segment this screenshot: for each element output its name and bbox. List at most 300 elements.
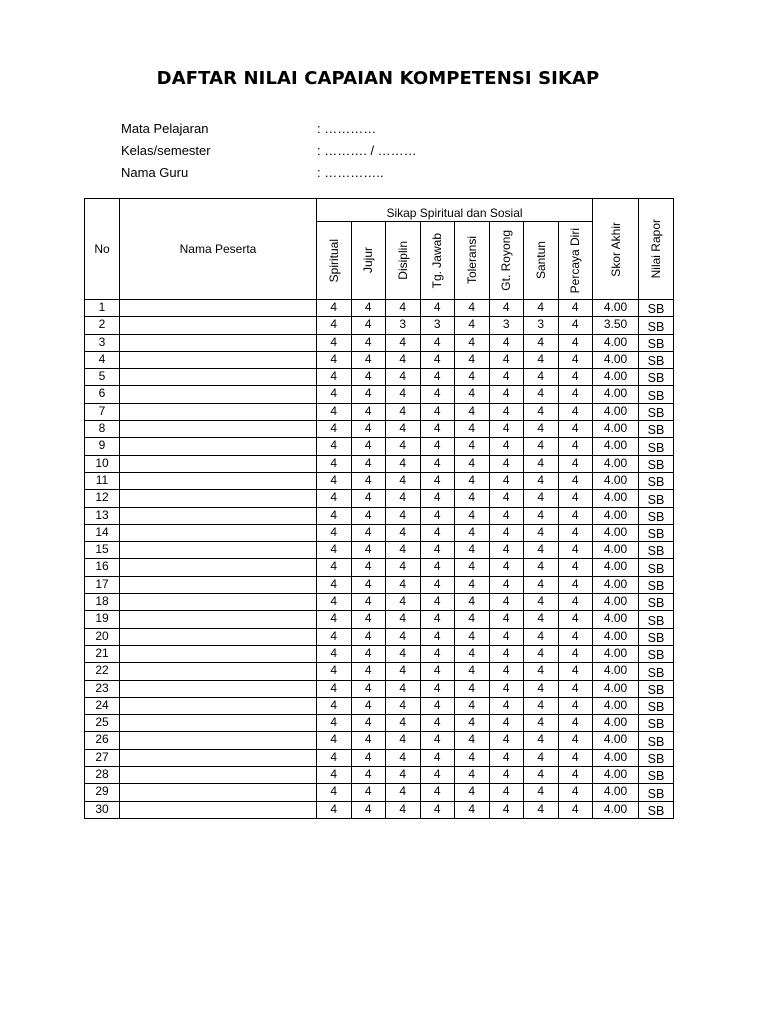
aspect-score: 4 <box>558 697 593 714</box>
aspect-score: 4 <box>351 542 386 559</box>
aspect-score: 4 <box>317 455 352 472</box>
final-score: 4.00 <box>593 559 639 576</box>
aspect-score: 4 <box>489 628 524 645</box>
aspect-score: 4 <box>489 784 524 801</box>
final-score: 4.00 <box>593 421 639 438</box>
student-name <box>120 576 317 593</box>
aspect-score: 4 <box>351 784 386 801</box>
student-name <box>120 559 317 576</box>
aspect-score: 4 <box>317 645 352 662</box>
table-row <box>85 715 674 732</box>
aspect-score: 4 <box>489 611 524 628</box>
header-aspect-label: Spiritual <box>326 238 341 283</box>
student-name <box>120 421 317 438</box>
rapor-grade: SB <box>639 317 674 334</box>
aspect-score: 4 <box>558 680 593 697</box>
row-number: 17 <box>85 576 120 593</box>
student-name <box>120 317 317 334</box>
rapor-grade: SB <box>639 472 674 489</box>
aspect-score: 4 <box>351 697 386 714</box>
student-name <box>120 628 317 645</box>
aspect-score: 4 <box>420 334 455 351</box>
aspect-score: 4 <box>558 715 593 732</box>
page-title: DAFTAR NILAI CAPAIAN KOMPETENSI SIKAP <box>156 68 600 89</box>
rapor-grade: SB <box>639 576 674 593</box>
student-name <box>120 455 317 472</box>
rapor-grade: SB <box>639 490 674 507</box>
aspect-score: 4 <box>558 334 593 351</box>
row-number: 6 <box>85 386 120 403</box>
aspect-score: 4 <box>317 559 352 576</box>
aspect-score: 4 <box>317 767 352 784</box>
row-number: 16 <box>85 559 120 576</box>
aspect-score: 4 <box>386 351 421 368</box>
aspect-score: 4 <box>420 472 455 489</box>
table-row <box>85 369 674 386</box>
aspect-score: 4 <box>317 438 352 455</box>
aspect-score: 3 <box>524 317 559 334</box>
table-row <box>85 507 674 524</box>
aspect-score: 4 <box>455 611 490 628</box>
info-label: Kelas/semester <box>121 143 211 158</box>
aspect-score: 4 <box>420 369 455 386</box>
table-row <box>85 559 674 576</box>
rapor-grade: SB <box>639 732 674 749</box>
aspect-score: 4 <box>524 784 559 801</box>
final-score: 4.00 <box>593 801 639 818</box>
rapor-grade: SB <box>639 559 674 576</box>
rapor-grade: SB <box>639 680 674 697</box>
aspect-score: 4 <box>455 542 490 559</box>
aspect-score: 4 <box>455 767 490 784</box>
aspect-score: 4 <box>420 507 455 524</box>
table-row <box>85 801 674 818</box>
aspect-score: 4 <box>524 403 559 420</box>
aspect-score: 4 <box>420 628 455 645</box>
aspect-score: 4 <box>420 767 455 784</box>
rapor-grade: SB <box>639 645 674 662</box>
final-score: 4.00 <box>593 542 639 559</box>
aspect-score: 4 <box>386 697 421 714</box>
aspect-score: 4 <box>351 611 386 628</box>
table-row <box>85 542 674 559</box>
aspect-score: 4 <box>351 334 386 351</box>
table-row <box>85 767 674 784</box>
aspect-score: 4 <box>455 490 490 507</box>
aspect-score: 4 <box>558 490 593 507</box>
aspect-score: 4 <box>351 663 386 680</box>
aspect-score: 4 <box>524 576 559 593</box>
table-row <box>85 317 674 334</box>
aspect-score: 4 <box>351 576 386 593</box>
student-name <box>120 507 317 524</box>
student-name <box>120 697 317 714</box>
aspect-score: 3 <box>386 317 421 334</box>
aspect-score: 4 <box>558 524 593 541</box>
aspect-score: 4 <box>351 524 386 541</box>
student-name <box>120 524 317 541</box>
aspect-score: 4 <box>455 334 490 351</box>
aspect-score: 4 <box>524 732 559 749</box>
header-aspect-label: Gt. Royong <box>499 230 514 291</box>
header-aspect <box>558 222 593 300</box>
aspect-score: 4 <box>489 594 524 611</box>
aspect-score: 4 <box>386 334 421 351</box>
aspect-score: 4 <box>386 715 421 732</box>
row-number: 26 <box>85 732 120 749</box>
aspect-score: 4 <box>489 507 524 524</box>
table-row <box>85 594 674 611</box>
table-row <box>85 386 674 403</box>
aspect-score: 4 <box>524 386 559 403</box>
aspect-score: 4 <box>351 767 386 784</box>
grades-table <box>84 198 674 819</box>
aspect-score: 4 <box>558 611 593 628</box>
aspect-score: 4 <box>317 576 352 593</box>
aspect-score: 4 <box>420 490 455 507</box>
student-name <box>120 334 317 351</box>
row-number: 19 <box>85 611 120 628</box>
final-score: 4.00 <box>593 784 639 801</box>
final-score: 4.00 <box>593 697 639 714</box>
aspect-score: 4 <box>420 645 455 662</box>
aspect-score: 4 <box>455 300 490 317</box>
header-skor-akhir <box>593 199 639 300</box>
aspect-score: 4 <box>489 369 524 386</box>
aspect-score: 4 <box>524 645 559 662</box>
aspect-score: 4 <box>420 386 455 403</box>
table-row <box>85 680 674 697</box>
header-aspect-label: Toleransi <box>464 236 479 285</box>
final-score: 4.00 <box>593 455 639 472</box>
final-score: 4.00 <box>593 767 639 784</box>
aspect-score: 4 <box>558 386 593 403</box>
aspect-score: 4 <box>455 403 490 420</box>
row-number: 2 <box>85 317 120 334</box>
aspect-score: 4 <box>524 767 559 784</box>
row-number: 5 <box>85 369 120 386</box>
aspect-score: 4 <box>420 559 455 576</box>
rapor-grade: SB <box>639 784 674 801</box>
student-name <box>120 542 317 559</box>
aspect-score: 4 <box>386 490 421 507</box>
row-number: 27 <box>85 749 120 766</box>
student-name <box>120 611 317 628</box>
aspect-score: 4 <box>420 697 455 714</box>
row-number: 3 <box>85 334 120 351</box>
final-score: 4.00 <box>593 645 639 662</box>
final-score: 4.00 <box>593 490 639 507</box>
aspect-score: 4 <box>489 403 524 420</box>
student-name <box>120 680 317 697</box>
aspect-score: 4 <box>455 507 490 524</box>
aspect-score: 4 <box>420 524 455 541</box>
aspect-score: 4 <box>558 403 593 420</box>
aspect-score: 4 <box>524 455 559 472</box>
row-number: 23 <box>85 680 120 697</box>
student-name <box>120 749 317 766</box>
student-name <box>120 801 317 818</box>
rapor-grade: SB <box>639 594 674 611</box>
table-row <box>85 300 674 317</box>
aspect-score: 4 <box>489 351 524 368</box>
aspect-score: 4 <box>524 715 559 732</box>
aspect-score: 4 <box>386 438 421 455</box>
rapor-grade: SB <box>639 524 674 541</box>
aspect-score: 4 <box>558 300 593 317</box>
row-number: 10 <box>85 455 120 472</box>
aspect-score: 3 <box>420 317 455 334</box>
aspect-score: 4 <box>351 715 386 732</box>
rapor-grade: SB <box>639 507 674 524</box>
aspect-score: 4 <box>558 801 593 818</box>
aspect-score: 4 <box>489 421 524 438</box>
table-row <box>85 455 674 472</box>
aspect-score: 4 <box>420 421 455 438</box>
aspect-score: 4 <box>489 715 524 732</box>
final-score: 4.00 <box>593 472 639 489</box>
aspect-score: 4 <box>317 663 352 680</box>
header-aspect <box>524 222 559 300</box>
aspect-score: 4 <box>386 524 421 541</box>
aspect-score: 4 <box>455 697 490 714</box>
aspect-score: 4 <box>455 317 490 334</box>
table-row <box>85 784 674 801</box>
aspect-score: 4 <box>558 645 593 662</box>
aspect-score: 4 <box>489 680 524 697</box>
final-score: 4.00 <box>593 663 639 680</box>
aspect-score: 4 <box>524 334 559 351</box>
aspect-score: 4 <box>524 300 559 317</box>
aspect-score: 4 <box>351 801 386 818</box>
aspect-score: 4 <box>351 628 386 645</box>
aspect-score: 4 <box>386 594 421 611</box>
aspect-score: 4 <box>489 663 524 680</box>
aspect-score: 4 <box>351 645 386 662</box>
rapor-grade: SB <box>639 628 674 645</box>
row-number: 29 <box>85 784 120 801</box>
aspect-score: 4 <box>489 300 524 317</box>
final-score: 4.00 <box>593 524 639 541</box>
aspect-score: 4 <box>351 317 386 334</box>
aspect-score: 4 <box>351 507 386 524</box>
table-row <box>85 628 674 645</box>
aspect-score: 4 <box>489 386 524 403</box>
aspect-score: 4 <box>524 507 559 524</box>
row-number: 20 <box>85 628 120 645</box>
final-score: 4.00 <box>593 576 639 593</box>
final-score: 4.00 <box>593 369 639 386</box>
row-number: 14 <box>85 524 120 541</box>
aspect-score: 4 <box>524 749 559 766</box>
rapor-grade: SB <box>639 542 674 559</box>
aspect-score: 4 <box>524 628 559 645</box>
aspect-score: 4 <box>351 403 386 420</box>
aspect-score: 4 <box>455 784 490 801</box>
aspect-score: 4 <box>317 628 352 645</box>
aspect-score: 4 <box>386 559 421 576</box>
aspect-score: 4 <box>317 680 352 697</box>
aspect-score: 4 <box>317 594 352 611</box>
final-score: 4.00 <box>593 351 639 368</box>
aspect-score: 4 <box>351 421 386 438</box>
rapor-grade: SB <box>639 801 674 818</box>
final-score: 4.00 <box>593 611 639 628</box>
aspect-score: 4 <box>420 351 455 368</box>
rapor-grade: SB <box>639 438 674 455</box>
aspect-score: 4 <box>386 300 421 317</box>
aspect-score: 4 <box>386 784 421 801</box>
aspect-score: 4 <box>317 697 352 714</box>
row-number: 12 <box>85 490 120 507</box>
aspect-score: 4 <box>558 576 593 593</box>
aspect-score: 4 <box>455 455 490 472</box>
aspect-score: 4 <box>524 663 559 680</box>
student-name <box>120 645 317 662</box>
aspect-score: 4 <box>386 542 421 559</box>
aspect-score: 4 <box>489 801 524 818</box>
final-score: 4.00 <box>593 334 639 351</box>
aspect-score: 4 <box>420 680 455 697</box>
aspect-score: 4 <box>317 421 352 438</box>
table-row <box>85 351 674 368</box>
aspect-score: 4 <box>386 472 421 489</box>
rapor-grade: SB <box>639 369 674 386</box>
aspect-score: 4 <box>386 369 421 386</box>
aspect-score: 4 <box>558 594 593 611</box>
aspect-score: 4 <box>351 351 386 368</box>
aspect-score: 4 <box>455 645 490 662</box>
header-group: Sikap Spiritual dan Sosial <box>317 199 593 222</box>
rapor-grade: SB <box>639 403 674 420</box>
aspect-score: 4 <box>524 438 559 455</box>
row-number: 30 <box>85 801 120 818</box>
final-score: 4.00 <box>593 715 639 732</box>
aspect-score: 4 <box>455 559 490 576</box>
rapor-grade: SB <box>639 715 674 732</box>
aspect-score: 4 <box>317 490 352 507</box>
table-row <box>85 576 674 593</box>
aspect-score: 4 <box>524 351 559 368</box>
aspect-score: 4 <box>420 801 455 818</box>
aspect-score: 4 <box>420 300 455 317</box>
final-score: 4.00 <box>593 386 639 403</box>
aspect-score: 4 <box>317 507 352 524</box>
aspect-score: 4 <box>524 801 559 818</box>
student-name <box>120 300 317 317</box>
header-aspect <box>455 222 490 300</box>
aspect-score: 4 <box>317 403 352 420</box>
aspect-score: 4 <box>489 334 524 351</box>
aspect-score: 4 <box>351 732 386 749</box>
aspect-score: 4 <box>558 421 593 438</box>
aspect-score: 4 <box>317 369 352 386</box>
final-score: 4.00 <box>593 300 639 317</box>
aspect-score: 4 <box>386 455 421 472</box>
aspect-score: 4 <box>455 438 490 455</box>
row-number: 18 <box>85 594 120 611</box>
header-aspect <box>420 222 455 300</box>
aspect-score: 4 <box>386 403 421 420</box>
aspect-score: 4 <box>317 801 352 818</box>
aspect-score: 4 <box>420 715 455 732</box>
final-score: 4.00 <box>593 628 639 645</box>
rapor-grade: SB <box>639 767 674 784</box>
aspect-score: 4 <box>386 576 421 593</box>
aspect-score: 4 <box>524 594 559 611</box>
aspect-score: 4 <box>317 351 352 368</box>
table-row <box>85 334 674 351</box>
aspect-score: 4 <box>351 300 386 317</box>
aspect-score: 4 <box>386 767 421 784</box>
aspect-score: 3 <box>489 317 524 334</box>
aspect-score: 4 <box>524 490 559 507</box>
row-number: 15 <box>85 542 120 559</box>
aspect-score: 4 <box>524 421 559 438</box>
info-value: : ………. / ……… <box>317 143 417 158</box>
info-value: : ………….. <box>317 165 384 180</box>
aspect-score: 4 <box>386 663 421 680</box>
aspect-score: 4 <box>558 749 593 766</box>
aspect-score: 4 <box>386 628 421 645</box>
aspect-score: 4 <box>524 680 559 697</box>
table-row <box>85 403 674 420</box>
table-row <box>85 749 674 766</box>
aspect-score: 4 <box>420 542 455 559</box>
aspect-score: 4 <box>317 317 352 334</box>
row-number: 22 <box>85 663 120 680</box>
final-score: 4.00 <box>593 507 639 524</box>
rapor-grade: SB <box>639 334 674 351</box>
final-score: 4.00 <box>593 438 639 455</box>
header-nama-peserta: Nama Peserta <box>120 199 317 300</box>
rapor-grade: SB <box>639 663 674 680</box>
aspect-score: 4 <box>351 386 386 403</box>
row-number: 7 <box>85 403 120 420</box>
aspect-score: 4 <box>489 438 524 455</box>
aspect-score: 4 <box>420 663 455 680</box>
aspect-score: 4 <box>455 421 490 438</box>
aspect-score: 4 <box>524 542 559 559</box>
rapor-grade: SB <box>639 421 674 438</box>
table-row <box>85 732 674 749</box>
aspect-score: 4 <box>558 351 593 368</box>
aspect-score: 4 <box>420 403 455 420</box>
header-aspect <box>386 222 421 300</box>
table-row <box>85 663 674 680</box>
final-score: 4.00 <box>593 749 639 766</box>
rapor-grade: SB <box>639 697 674 714</box>
aspect-score: 4 <box>558 559 593 576</box>
aspect-score: 4 <box>455 594 490 611</box>
student-name <box>120 594 317 611</box>
aspect-score: 4 <box>489 576 524 593</box>
aspect-score: 4 <box>489 559 524 576</box>
aspect-score: 4 <box>317 784 352 801</box>
aspect-score: 4 <box>351 680 386 697</box>
table-row <box>85 524 674 541</box>
aspect-score: 4 <box>386 749 421 766</box>
aspect-score: 4 <box>420 576 455 593</box>
table-row <box>85 697 674 714</box>
aspect-score: 4 <box>558 455 593 472</box>
aspect-score: 4 <box>455 801 490 818</box>
row-number: 11 <box>85 472 120 489</box>
row-number: 1 <box>85 300 120 317</box>
aspect-score: 4 <box>317 472 352 489</box>
aspect-score: 4 <box>455 628 490 645</box>
rapor-grade: SB <box>639 351 674 368</box>
